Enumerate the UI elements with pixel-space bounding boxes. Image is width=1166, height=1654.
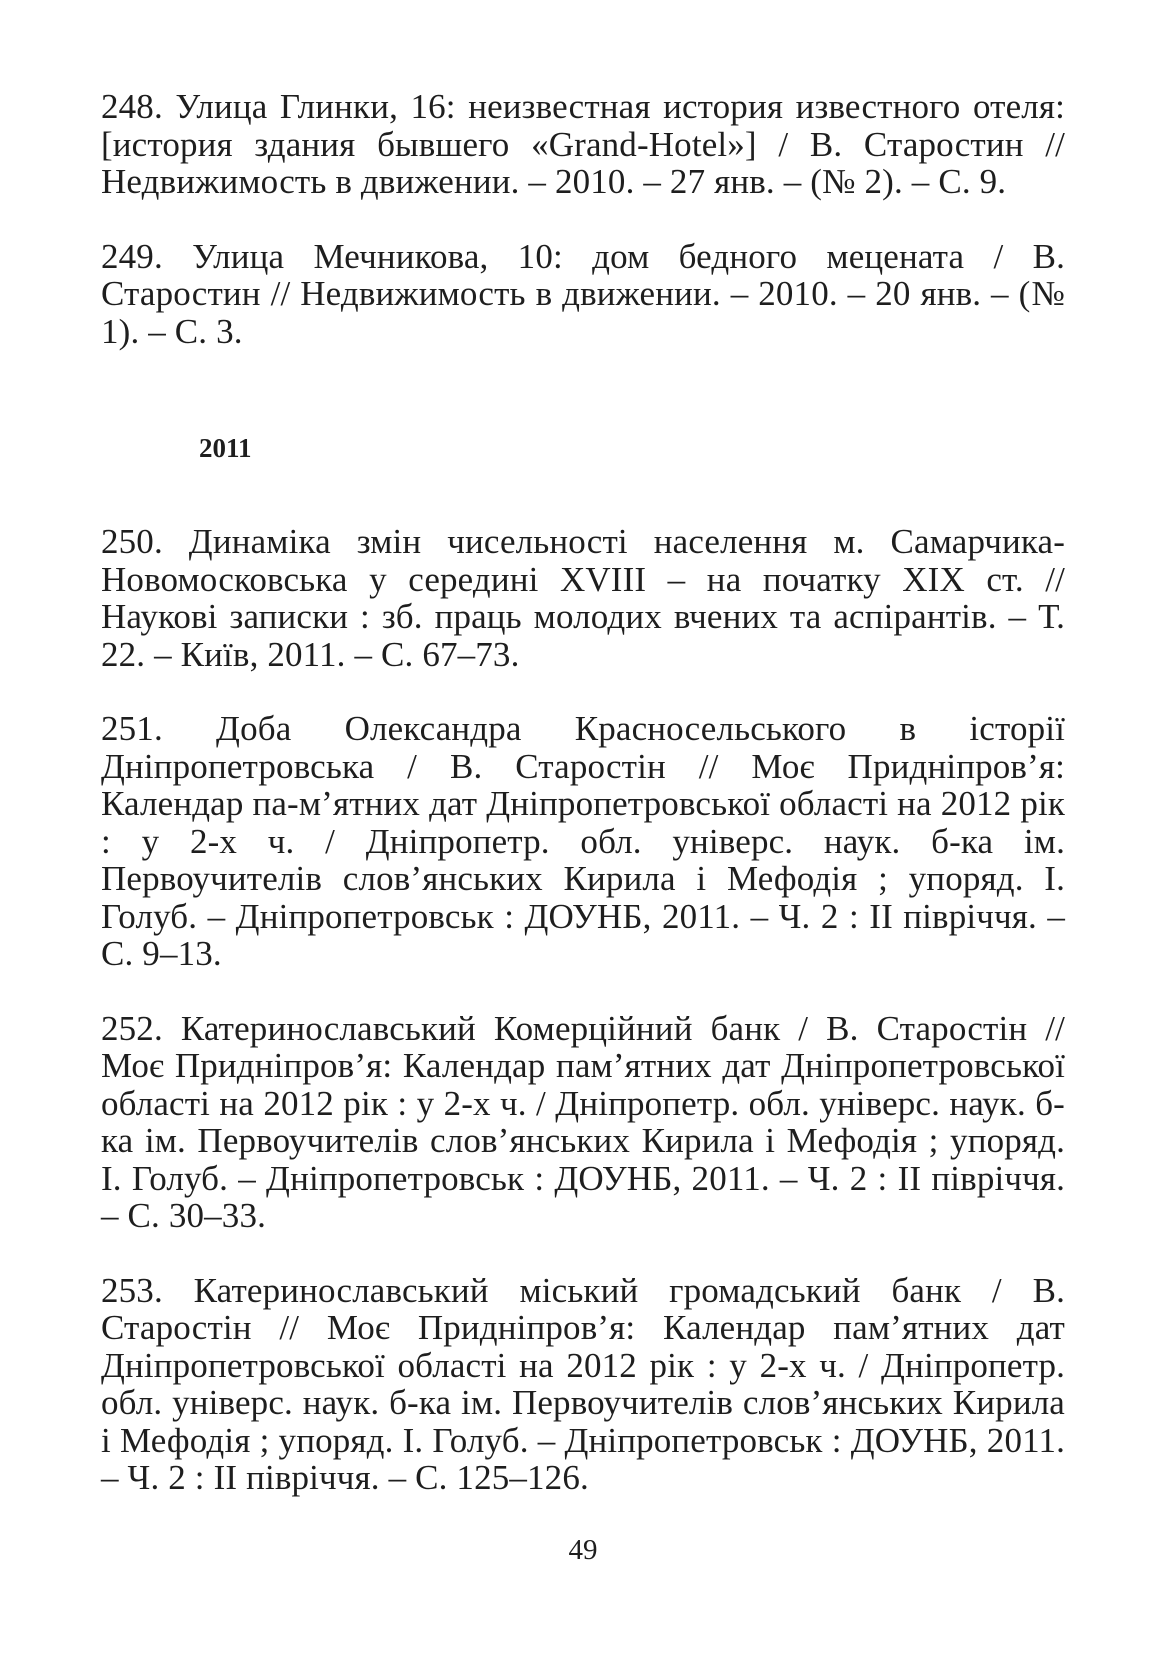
page-number: 49 xyxy=(568,1534,598,1566)
bibliography-entry-251: 251. Доба Олександра Красносельського в історії Дніпропетровська / В. Старостін // Моє Придніпров’я: Календар па-м’ятних дат Дніпропетровської області на 2012 рік : у 2-х ч. / Дніпропетр. обл. універс. наук. б-ка ім. Первоучителів слов’янських Кирила і Мефодія ; упоряд. І. Голуб. – Дніпропетровськ : ДОУНБ, 2011. – Ч. 2 : ІІ півріччя. – С. 9–13. xyxy=(101,709,1065,973)
bibliography-entry-249: 249. Улица Мечникова, 10: дом бедного мецената / В. Старостин // Недвижимость в движении. – 2010. – 20 янв. – (№ 1). – С. 3. xyxy=(101,236,1065,351)
bibliography-entry-252: 252. Катеринославський Комерційний банк / В. Старостін // Моє Придніпров’я: Календар пам’ятних дат Дніпропетровської області на 2012 рік : у 2-х ч. / Дніпропетр. обл. універс. наук. б-ка ім. Первоучителів слов’янських Кирила і Мефодія ; упоряд. І. Голуб. – Дніпропетровськ : ДОУНБ, 2011. – Ч. 2 : ІІ півріччя. – С. 30–33. xyxy=(101,1008,1065,1235)
bibliography-entry-248: 248. Улица Глинки, 16: неизвестная история известного отеля: [история здания бывшего «Grand-Hotel»] / В. Старостин // Недвижимость в движении. – 2010. – 27 янв. – (№ 2). – С. 9. xyxy=(101,87,1065,201)
bibliography-entry-253: 253. Катеринославський міський громадський банк / В. Старостін // Моє Придніпров’я: Календар пам’ятних дат Дніпропетровської області на 2012 рік : у 2-х ч. / Дніпропетр. обл. універс. наук. б-ка ім. Первоучителів слов’янських Кирила і Мефодія ; упоряд. І. Голуб. – Дніпропетровськ : ДОУНБ, 2011. – Ч. 2 : ІІ півріччя. – С. 125–126. xyxy=(101,1270,1065,1497)
bibliography-list xyxy=(101,88,1065,1497)
bibliography-entry-250: 250. Динаміка змін чисельності населення м. Самарчика-Новомосковська у середині XVIII – на початку XIX ст. // Наукові записки : зб. праць молодих вчених та аспірантів. – Т. 22. – Київ, 2011. – С. 67–73. xyxy=(101,522,1065,674)
section-year-heading: 2011 xyxy=(199,433,252,463)
